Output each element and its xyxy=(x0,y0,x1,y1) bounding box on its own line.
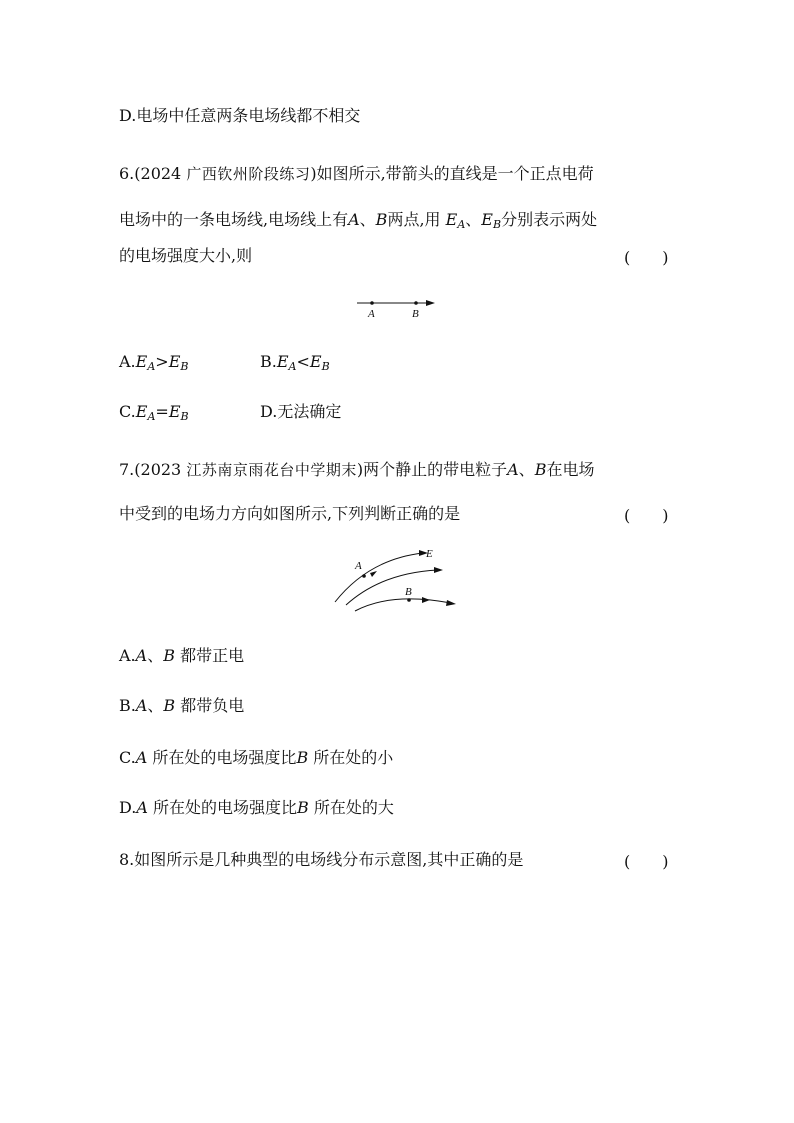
q6-opt-a-sub1: A xyxy=(147,360,156,373)
q7-opt-c-var-b: B xyxy=(296,748,309,767)
q7-opt-d-var-a: A xyxy=(136,798,148,817)
q7-opt-b-sep: 、 xyxy=(147,696,164,715)
q7-label-b: B xyxy=(405,586,412,598)
q7-arrow-3 xyxy=(446,600,456,606)
q6-opt-b-sub2: B xyxy=(321,360,330,373)
q7-source-prefix: (2023 xyxy=(134,460,182,479)
q6-opt-c-prefix: C. xyxy=(119,402,136,421)
q6-source-suffix: ) xyxy=(310,164,317,183)
q7-option-d xyxy=(119,797,394,819)
q6-var-a: A xyxy=(348,210,360,229)
q7-opt-b-prefix: B. xyxy=(119,696,136,715)
q7-opt-a-text: 都带正电 xyxy=(180,646,245,665)
q6-source-prefix: (2024 xyxy=(134,164,182,183)
q7-arrow-2 xyxy=(434,567,443,573)
q6-option-b xyxy=(260,351,330,373)
q7-opt-c-text2: 所在处的小 xyxy=(313,748,394,767)
q6-var-b: B xyxy=(375,210,388,229)
q6-point-b xyxy=(414,301,418,305)
q6-sep: 、 xyxy=(359,210,376,229)
q7-source-suffix: ) xyxy=(356,460,364,479)
q6-arrow-head xyxy=(426,300,435,306)
q7-point-a xyxy=(362,574,366,578)
q7-opt-b-var-b: B xyxy=(163,696,176,715)
q7-stem-line1 xyxy=(119,459,594,481)
q6-opt-b-e2: E xyxy=(309,352,322,371)
q6-opt-a-e2: E xyxy=(168,352,181,371)
q6-ea-sub: A xyxy=(457,218,466,231)
q7-label-e: E xyxy=(426,548,433,560)
q7-stem-text1b: 在电场 xyxy=(546,460,595,479)
q6-label-b: B xyxy=(412,308,419,320)
q7-opt-a-var-b: B xyxy=(163,646,175,665)
q7-sep: 、 xyxy=(518,460,535,479)
q7-opt-d-var-b: B xyxy=(297,798,309,817)
q6-opt-a-prefix: A. xyxy=(119,352,136,371)
q7-option-b xyxy=(119,695,244,717)
q6-eb-sub: B xyxy=(492,218,502,231)
q6-option-a xyxy=(119,351,188,373)
q6-stem-text2c: 分别表示两处 xyxy=(501,210,598,229)
q7-opt-c-var-a: A xyxy=(135,748,148,767)
q7-force-arrow-b xyxy=(422,597,430,603)
q6-eb-symbol: E xyxy=(481,210,493,229)
q6-stem-text2b: 两点,用 xyxy=(387,210,441,229)
q7-opt-a-prefix: A. xyxy=(119,646,136,665)
q8-stem: 8.如图所示是几种典型的电场线分布示意图,其中正确的是 xyxy=(119,850,524,869)
q6-option-c xyxy=(119,401,189,423)
q7-opt-d-prefix: D. xyxy=(119,798,137,817)
q6-opt-a-sub2: B xyxy=(180,360,189,373)
q6-stem-line3: 的电场强度大小,则 xyxy=(119,246,253,265)
q7-opt-c-prefix: C. xyxy=(119,748,136,767)
q6-stem-text2a: 电场中的一条电场线,电场线上有 xyxy=(119,210,349,229)
q6-answer-paren: ( ) xyxy=(624,248,669,267)
q6-figure xyxy=(355,295,445,321)
q7-opt-d-text2: 所在处的大 xyxy=(313,798,394,817)
q6-opt-c-rel: = xyxy=(155,402,169,421)
q7-var-a: A xyxy=(507,460,519,479)
q6-opt-b-e1: E xyxy=(276,352,289,371)
q7-option-a xyxy=(119,645,244,667)
q6-number: 6. xyxy=(119,164,135,183)
q7-option-c xyxy=(119,747,393,769)
q6-stem-line1 xyxy=(119,163,594,185)
q6-opt-c-sub1: A xyxy=(147,410,156,423)
q6-opt-b-rel: < xyxy=(296,352,310,371)
q7-opt-c-text1: 所在处的电场强度比 xyxy=(152,748,297,767)
q6-opt-c-e1: E xyxy=(135,402,148,421)
q7-opt-b-var-a: A xyxy=(135,696,148,715)
q7-stem-text1a: 两个静止的带电粒子 xyxy=(363,460,508,479)
q6-label-a: A xyxy=(368,308,375,320)
q5-option-d: D.电场中任意两条电场线都不相交 xyxy=(119,106,361,125)
q6-opt-b-prefix: B. xyxy=(260,352,277,371)
q7-answer-paren: ( ) xyxy=(624,506,669,525)
q8-answer-paren: ( ) xyxy=(624,852,669,871)
q6-opt-a-rel: > xyxy=(155,352,169,371)
q6-stem-text1: 如图所示,带箭头的直线是一个正点电荷 xyxy=(316,164,594,183)
q7-figure xyxy=(333,545,463,607)
q7-opt-b-text: 都带负电 xyxy=(180,696,245,715)
q6-stem-line2 xyxy=(119,209,597,231)
q7-force-arrow-a xyxy=(370,571,377,577)
q6-opt-c-sub2: B xyxy=(180,410,189,423)
q7-opt-a-sep: 、 xyxy=(147,646,164,665)
q6-option-d: D.无法确定 xyxy=(260,402,342,421)
q6-opt-b-sub1: A xyxy=(288,360,297,373)
q7-opt-d-text1: 所在处的电场强度比 xyxy=(153,798,298,817)
q7-var-b: B xyxy=(534,460,547,479)
q7-opt-a-var-a: A xyxy=(135,646,148,665)
q6-opt-a-e1: E xyxy=(135,352,148,371)
q7-label-a: A xyxy=(355,560,362,572)
q7-stem-line2: 中受到的电场力方向如图所示,下列判断正确的是 xyxy=(119,504,461,523)
q7-point-b xyxy=(407,598,411,602)
q6-sep2: 、 xyxy=(465,210,482,229)
q6-ea-symbol: E xyxy=(445,210,458,229)
q6-source-name: 广西钦州阶段练习 xyxy=(186,165,311,183)
q6-opt-c-e2: E xyxy=(168,402,181,421)
q6-point-a xyxy=(370,301,374,305)
q7-source-name: 江苏南京雨花台中学期末 xyxy=(186,461,357,479)
q7-field-line-3 xyxy=(355,599,451,611)
q7-number: 7. xyxy=(119,460,135,479)
